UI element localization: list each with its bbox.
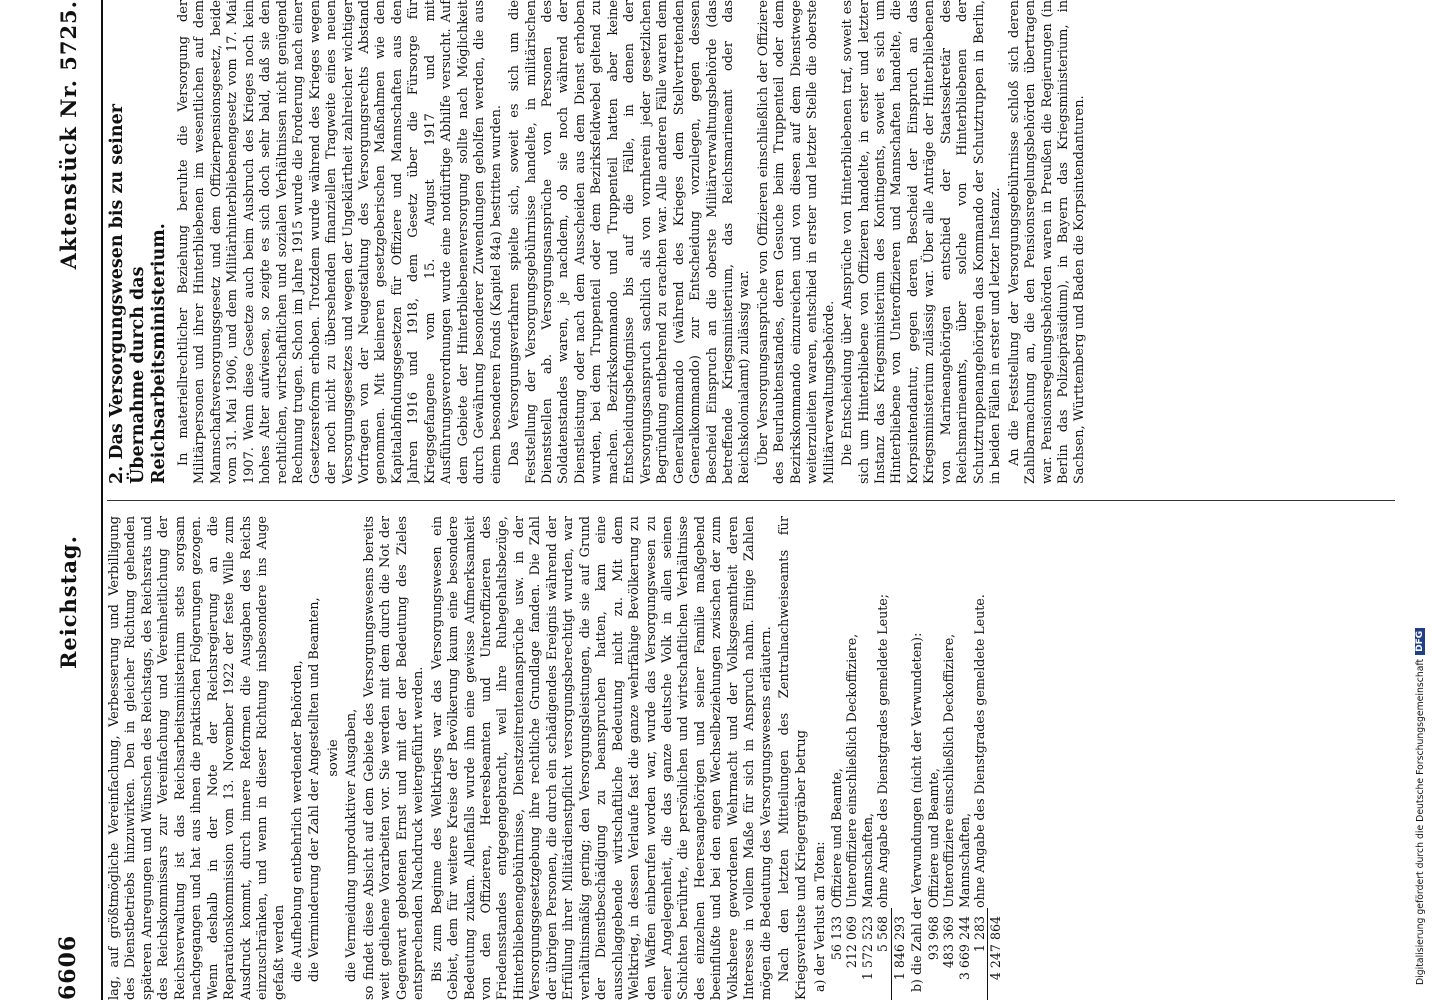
page-number: 6606 <box>55 934 81 1000</box>
stat-total-row <box>891 516 907 1000</box>
digitization-note <box>1412 5 1428 985</box>
header-title: Reichstag. <box>55 535 81 670</box>
stat-row <box>957 516 972 1000</box>
list-item: die Vermeidung unproduktiver Ausgaben, <box>344 708 360 982</box>
document-reference: Aktenstück Nr. 5725. <box>55 0 81 270</box>
stat-label: Unteroffiziere einschließlich Deckoffiziere, <box>844 633 860 908</box>
stat-number: 212 069 <box>844 916 860 969</box>
paragraph: lag, auf größtmögliche Vereinfachung, Verbesserung und Verbilligung des Dienstbetriebs hinzuwirken. Den in gleicher Richtung gehenden späteren Anregungen und Wünschen des Reichstags, des Reichsrats und des Reichskommissars zur Vereinfachung und Vereinheitlichung der Reichsverwaltung ist das Reichsarbeitsministerium stets sorgsam nachgegangen und hat aus ihnen die praktischen Folgerungen gezogen. Wenn deshalb in der Note der Reichsregierung an die Reparationskommission vom 13. November 1922 der feste Wille zum Ausdruck kommt, durch innere Reformen die Ausgaben des Reichs einzuschränken, und wenn in dieser Richtung insbesondere ins Auge gefaßt werden <box>107 516 287 1000</box>
page-header <box>35 0 101 1000</box>
list-item: die Verminderung der Zahl der Angestellten und Beamten, <box>307 597 323 982</box>
header-rule <box>101 0 103 1000</box>
stat-row <box>875 516 890 1000</box>
paragraph: Die Entscheidung über Ansprüche von Hinterbliebenen traf, soweit es sich um Hinterbliebene von Offizieren handelte, in erster und letzter Instanz das Kriegsministerium des Kontingents, soweit es sich um Hinterbliebene von Unteroffizieren und Mannschaften handelte, die Korpsintendantur, gegen deren Bescheid der Einspruch an das Kriegsministerium zulässig war. Über alle Anträge der Hinterbliebenen von Marineangehörigen entschied der Staatssekretär des Reichsmarineamts, über solche von Hinterbliebenen der Schutztruppenangehörigen das Kommando der Schutztruppen in Berlin, in beiden Fällen in erster und letzter Instanz. <box>840 0 1004 484</box>
stats-label-wounded: b) die Zahl der Verwundungen (nicht der Verwundeten): <box>908 632 924 992</box>
casualty-statistics <box>812 516 1004 1000</box>
stat-number: 1 572 523 <box>859 916 875 981</box>
stat-row <box>844 516 859 1000</box>
list-item: die Aufhebung entbehrlich werdender Behörden, <box>289 660 305 982</box>
stat-row <box>941 516 956 1000</box>
section-heading: 2. Das Versorgungswesen bis zu seiner Übernahme durch das Reichsarbeitsministerium. <box>107 104 169 484</box>
stat-total: 4 247 864 <box>987 908 1003 1000</box>
paragraph: Nach den letzten Mitteilungen des Zentralnachweiseamts für Kriegsverluste und Kriegergräber betrug <box>777 516 809 1000</box>
paragraph: Über Versorgungsansprüche von Offizieren einschließlich der Offiziere des Beurlaubtenstandes, deren Gesuche beim Truppenteil oder dem Bezirkskommando einzureichen und von diesen auf dem Dienstwege weiterzuleiten waren, entschied in erster und letzter Stelle die oberste Militärverwaltungsbehörde. <box>755 0 837 484</box>
stat-number: 483 369 <box>941 916 957 969</box>
stat-label: Unteroffiziere einschließlich Deckoffiziere, <box>941 633 957 908</box>
left-column <box>107 516 1397 1000</box>
stat-row <box>860 516 875 1000</box>
stat-label: Mannschaften, <box>956 812 972 908</box>
stat-number: 3 669 244 <box>956 916 972 981</box>
paragraph: Das Versorgungsverfahren spielte sich, soweit es sich um die Feststellung der Versorgungsgebührnisse handelte, in militärischen Dienststellen ab. Versorgungsansprüche von Personen des Soldatenstandes waren, je nachdem, ob sie noch während der Dienstleistung oder nach dem Ausscheiden aus dem Dienst erhoben wurden, bei dem Truppenteil oder dem Bezirksfeldwebel geltend zu machen. Bezirkskommando und Truppenteil hatten aber keine Entscheidungsbefugnisse bis auf die Fälle, in denen der Versorgungsanspruch sachlich als von vornherein jeder gesetzlichen Begründung entbehrend zu erachten war. Alle anderen Fälle waren dem Generalkommando (während des Krieges dem Stellvertretenden Generalkommando) zur Entscheidung vorzulegen, gegen dessen Bescheid Einspruch an die oberste Militärverwaltungsbehörde (das betreffende Kriegsministerium, das Reichsmarineamt oder das Reichskolonialamt) zulässig war. <box>507 0 753 484</box>
stat-row <box>926 516 941 1000</box>
document-page <box>35 0 1405 1000</box>
dfg-logo: DFG <box>1415 628 1425 655</box>
digitization-credit: Digitalisierung gefördert durch die Deutsche Forschungsgemeinschaft <box>1414 658 1426 985</box>
stat-row <box>972 516 987 1000</box>
stat-total: 1 846 293 <box>891 908 907 1000</box>
paragraph: Bis zum Beginne des Weltkriegs war das Versorgungswesen ein Gebiet, dem für weitere Kreise der Bevölkerung kaum eine besondere Bedeutung zukam. Allenfalls wurde ihm eine gewisse Aufmerksamkeit von den Offizieren, Heeresbeamten und Unteroffizieren des Friedensstandes entgegengebracht, weil ihre Ruhegehaltsbezüge, Hinterbliebenengebührnisse, Dienstzeitrentenansprüche usw. in der Versorgungsgesetzgebung ihre rechtliche Grundlage fanden. Die Zahl der übrigen Personen, die durch ein schädigendes Ereignis während der Erfüllung ihrer Militärdienstpflicht versorgungsberechtigt wurden, war verhältnismäßig gering; den Versorgungsleistungen, die sie auf Grund der Dienstbeschädigung zu beanspruchen hatten, kam eine ausschlaggebende wirtschaftliche Bedeutung nicht zu. Mit dem Weltkrieg, in dessen Verlaufe fast die ganze wehrfähige Bevölkerung zu den Waffen einberufen worden war, wurde das Versorgungswesen zu einer Angelegenheit, die das ganze deutsche Volk in allen seinen Schichten berührte, die persönlichen und wirtschaftlichen Verhältnisse des einzelnen Heeresangehörigen und seiner Familie maßgebend beeinflußte und bei den engen Wechselbeziehungen zwischen der zum Volksheere gewordenen Wehrmacht und der Volksgesamtheit deren Interesse in vollem Maße für sich in Anspruch nahm. Einige Zahlen mögen die Bedeutung des Versorgungswesens erläutern. <box>429 516 774 1000</box>
stats-label-dead: a) der Verlust an Toten: <box>812 841 828 992</box>
stat-row <box>829 516 844 1000</box>
paragraph: so findet diese Absicht auf dem Gebiete des Versorgungswesens bereits weit gediehene Vorarbeiten vor. Sie werden mit dem durch die Not der Gegenwart gebotenen Ernst und mit der der Bedeutung des Zieles entsprechenden Nachdruck weitergeführt werden. <box>361 516 427 1000</box>
stat-label: Mannschaften, <box>859 812 875 908</box>
stat-label: Offiziere und Beamte, <box>925 768 941 908</box>
stat-total-row <box>987 516 1003 1000</box>
stat-label: ohne Angabe des Dienstgrades gemeldete Leute. <box>972 594 987 908</box>
stat-label: Offiziere und Beamte, <box>829 768 845 908</box>
right-column <box>107 0 1397 484</box>
stat-number: 93 968 <box>925 916 941 961</box>
stat-number: 1 283 <box>972 916 987 953</box>
paragraph: In materiellrechtlicher Beziehung beruhte die Versorgung der Militärpersonen und ihrer Hinterbliebenen im wesentlichen auf dem Mannschaftsversorgungsgesetz und dem Offizierpensionsgesetz, beide vom 31. Mai 1906, und dem Militärhinterbliebenengesetz vom 17. Mai 1907. Wenn diese Gesetze auch beim Ausbruch des Krieges noch kein hohes Alter aufwiesen, so zeigte es sich doch sehr bald, daß sie den rechtlichen, wirtschaftlichen und sozialen Verhältnissen nicht genügend Rechnung trugen. Schon im Jahre 1915 wurde die Forderung nach einer Gesetzesreform erhoben. Trotzdem wurde während des Krieges wegen der noch nicht zu übersehenden finanziellen Tragweite eines neuen Versorgungsgesetzes und wegen der Ungeklärtheit zahlreicher wichtiger Vorfragen von der Neugestaltung des Versorgungsrechts Abstand genommen. Mit kleineren gesetzgeberischen Maßnahmen wie den Kapitalabfindungsgesetzen für Offiziere und Mannschaften aus den Jahren 1916 und 1918, dem Gesetz über die Fürsorge für Kriegsgefangene vom 15. August 1917 und mit Ausführungsverordnungen wurde eine notdürftige Abhilfe versucht. Auf dem Gebiete der Hinterbliebenenversorgung sollte nach Möglichkeit durch Gewährung besonderer Zuwendungen geholfen werden, die aus einem besonderen Fonds (Kapitel 84a) bestritten wurden. <box>176 0 504 484</box>
paragraph: An die Feststellung der Versorgungsgebührnisse schloß sich deren Zahlbarmachung an, die den Pensionsregelungsbehörden übertragen war. Pensionsregelungsbehörden waren in Preußen die Regierungen (in Berlin das Polizeipräsidium), in Bayern das Kriegsministerium, in Sachsen, Württemberg und Baden die Korpsintendanturen. <box>1006 0 1088 484</box>
connector-word: sowie <box>325 739 341 777</box>
column-divider <box>107 500 1395 501</box>
stat-number: 56 133 <box>829 916 845 961</box>
stat-number: 5 568 <box>875 916 891 953</box>
stat-label: ohne Angabe des Dienstgrades gemeldete Leute; <box>875 594 891 908</box>
